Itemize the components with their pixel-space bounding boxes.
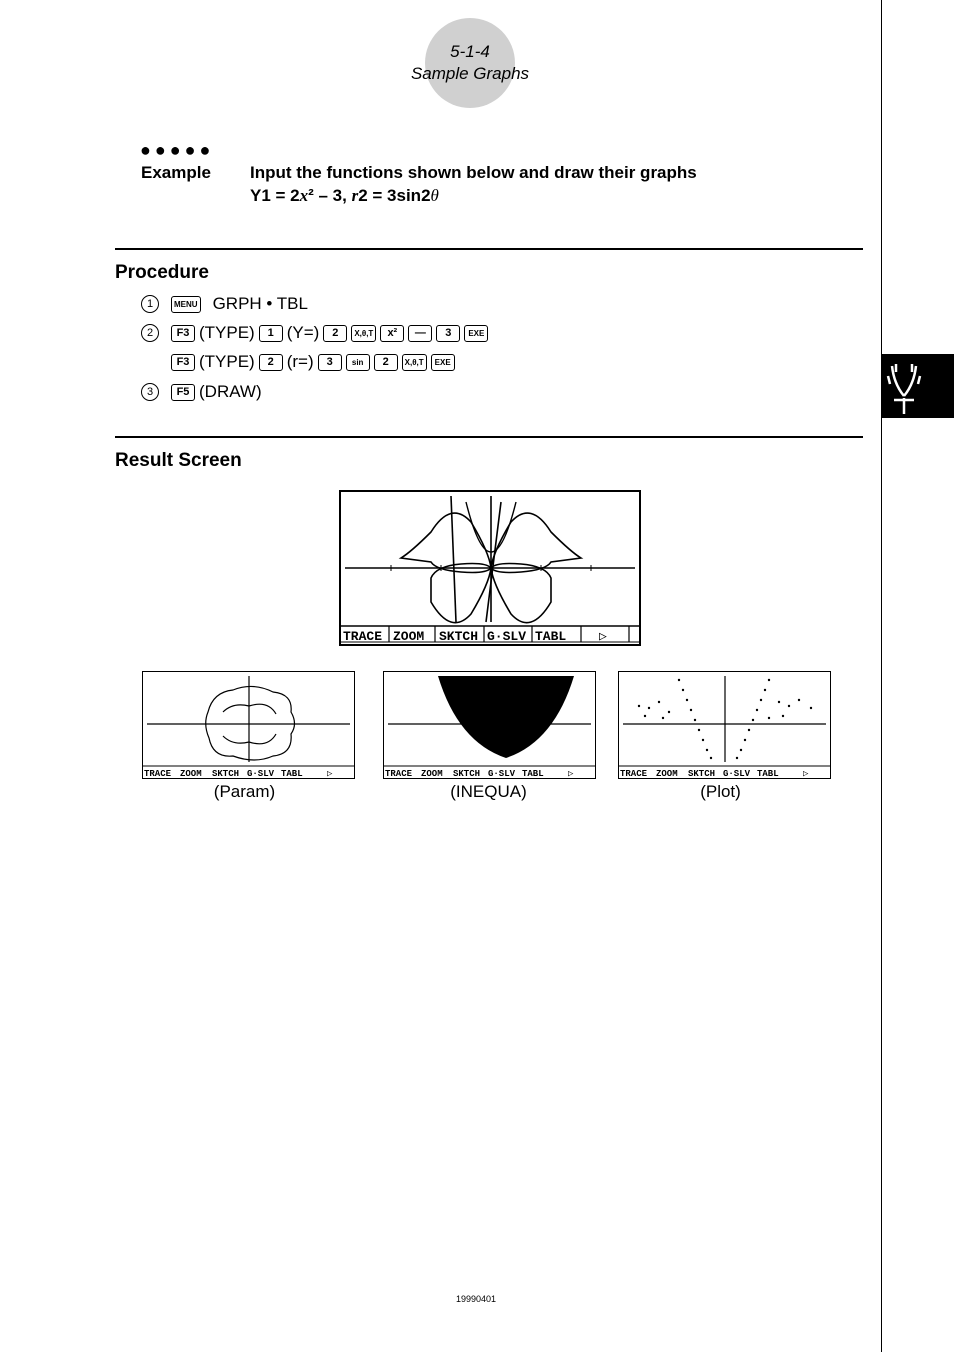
menu-gslv: G·SLV (488, 769, 516, 778)
procedure-step-2 (141, 323, 488, 343)
chapter-tab (882, 354, 954, 418)
menu-gslv: G·SLV (723, 769, 751, 778)
menu-key: MENU (171, 296, 201, 313)
page-border-line (881, 0, 882, 1352)
plot-graph (619, 672, 830, 778)
step-text: GRPH • TBL (212, 294, 308, 313)
plot-caption: (Plot) (700, 782, 741, 801)
step-number: 3 (141, 383, 159, 401)
f3-key: F3 (171, 325, 195, 342)
menu-more-icon: ▷ (327, 769, 333, 778)
exe-key: EXE (431, 354, 455, 371)
key-1: 1 (259, 325, 283, 342)
menu-tabl: TABL (522, 769, 544, 778)
step-number: 2 (141, 324, 159, 342)
step-text: (r=) (286, 352, 314, 371)
page-number: 5-1-4 (450, 42, 490, 61)
variable-key: X,θ,T (402, 354, 427, 371)
menu-zoom: ZOOM (393, 629, 425, 644)
menu-tabl: TABL (281, 769, 303, 778)
exe-key: EXE (464, 325, 488, 342)
sin-key: sin (346, 354, 370, 371)
minus-key: — (408, 325, 432, 342)
f3-key: F3 (171, 354, 195, 371)
menu-tabl: TABL (757, 769, 779, 778)
menu-more-icon: ▷ (568, 769, 574, 778)
menu-zoom: ZOOM (656, 769, 678, 778)
procedure-step-3 (141, 382, 262, 402)
function-menu-bar (341, 626, 639, 644)
step-text: (Y=) (286, 323, 320, 342)
key-3: 3 (436, 325, 460, 342)
inequa-screen (383, 671, 596, 779)
menu-zoom: ZOOM (180, 769, 202, 778)
graph-mode-icon (882, 354, 954, 418)
example-dots: ●●●●● (140, 140, 215, 160)
param-graph (143, 672, 354, 778)
menu-zoom: ZOOM (421, 769, 443, 778)
example-label: Example (141, 163, 211, 182)
menu-more-icon: ▷ (803, 769, 809, 778)
page-title: Sample Graphs (410, 64, 530, 83)
section-rule (115, 436, 863, 438)
procedure-step-2-cont (171, 352, 455, 372)
footer-code: 19990401 (455, 1294, 497, 1304)
menu-trace: TRACE (620, 769, 648, 778)
menu-sktch: SKTCH (212, 769, 240, 778)
example-functions: Y1 = 2x² – 3, r2 = 3sin2θ (250, 186, 439, 205)
menu-gslv: G·SLV (487, 629, 527, 644)
step-number: 1 (141, 295, 159, 313)
menu-trace: TRACE (385, 769, 413, 778)
plot-screen (618, 671, 831, 779)
section-rule (115, 248, 863, 250)
menu-sktch: SKTCH (439, 629, 479, 644)
main-graph (341, 492, 639, 644)
menu-gslv: G·SLV (247, 769, 275, 778)
menu-sktch: SKTCH (453, 769, 481, 778)
key-2: 2 (323, 325, 347, 342)
step-text: (TYPE) (199, 352, 255, 371)
key-2: 2 (259, 354, 283, 371)
menu-more-icon: ▷ (599, 629, 607, 644)
key-2: 2 (374, 354, 398, 371)
f5-key: F5 (171, 384, 195, 401)
param-caption: (Param) (213, 782, 276, 801)
key-3: 3 (318, 354, 342, 371)
menu-sktch: SKTCH (688, 769, 716, 778)
main-result-screen (339, 490, 641, 646)
menu-tabl: TABL (535, 629, 567, 644)
menu-trace: TRACE (343, 629, 383, 644)
variable-key: X,θ,T (351, 325, 376, 342)
step-text: (TYPE) (199, 323, 255, 342)
square-key: x² (380, 325, 404, 342)
procedure-step-1 (141, 294, 308, 314)
inequa-caption: (INEQUA) (450, 782, 527, 801)
param-screen (142, 671, 355, 779)
procedure-title: Procedure (115, 262, 209, 283)
result-title: Result Screen (115, 450, 242, 471)
step-text: (DRAW) (199, 382, 262, 401)
menu-trace: TRACE (144, 769, 172, 778)
inequa-graph (384, 672, 595, 778)
example-instruction: Input the functions shown below and draw their graphs (250, 163, 697, 182)
header-circle (425, 18, 515, 108)
